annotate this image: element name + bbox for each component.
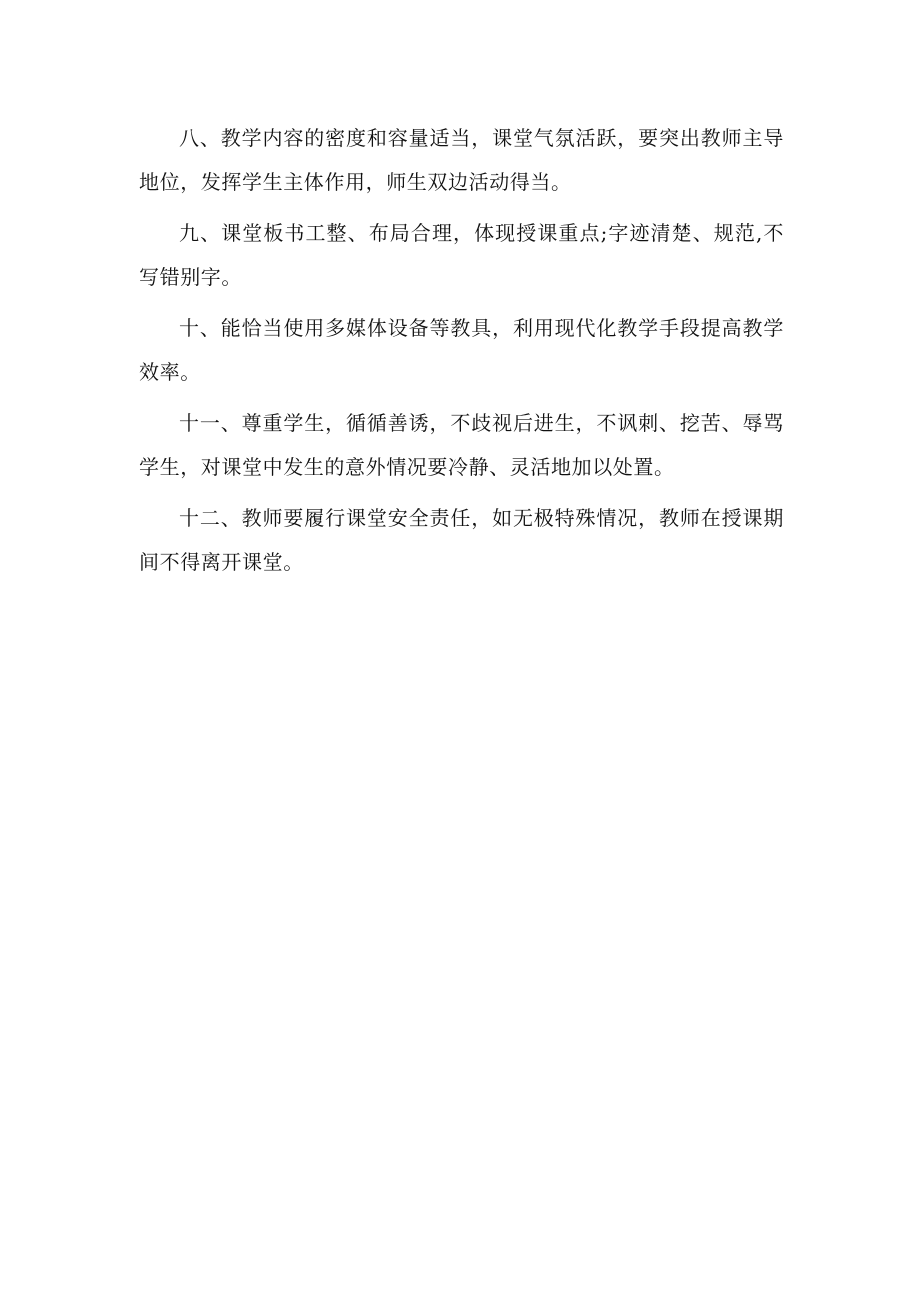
paragraph-item-10: 十、能恰当使用多媒体设备等教具，利用现代化教学手段提高教学效率。 [139, 316, 784, 384]
paragraph-item-8: 八、教学内容的密度和容量适当，课堂气氛活跃，要突出教师主导地位，发挥学生主体作用，师生双边活动得当。 [139, 126, 784, 194]
paragraph-item-9: 九、课堂板书工整、布局合理，体现授课重点;字迹清楚、规范,不写错别字。 [139, 221, 784, 289]
paragraph-item-11: 十一、尊重学生，循循善诱，不歧视后进生，不讽刺、挖苦、辱骂学生，对课堂中发生的意外情况要冷静、灵活地加以处置。 [139, 411, 784, 479]
paragraph-item-12: 十二、教师要履行课堂安全责任，如无极特殊情况，教师在授课期间不得离开课堂。 [139, 506, 784, 574]
document-body [139, 116, 784, 591]
